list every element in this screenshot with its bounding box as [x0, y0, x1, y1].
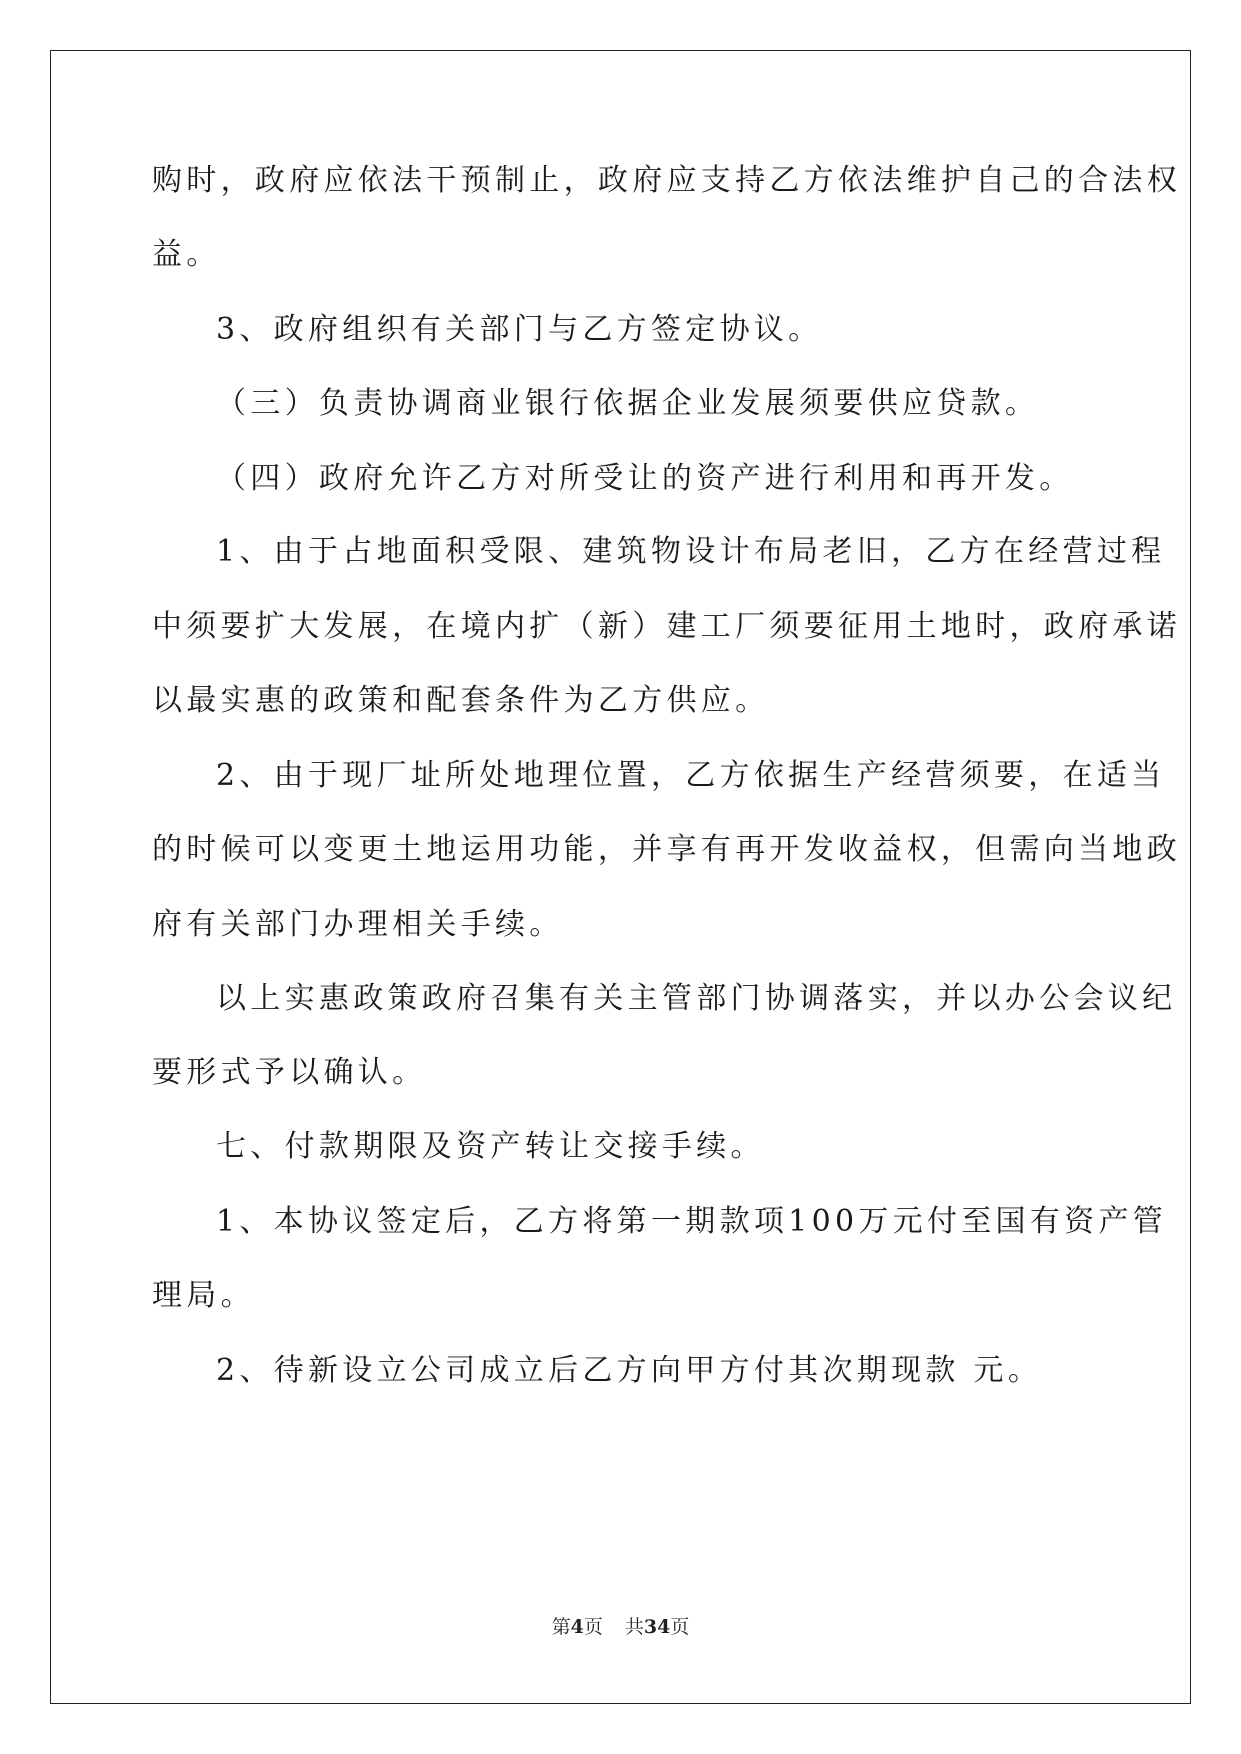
- page-prefix: 第: [551, 1616, 571, 1638]
- paragraph-line: 理局。: [152, 1278, 255, 1313]
- paragraph-line: （四）政府允许乙方对所受让的资产进行利用和再开发。: [216, 461, 1074, 496]
- page-frame: [50, 50, 1191, 1704]
- paragraph-line: 府有关部门办理相关手续。: [152, 907, 564, 942]
- total-pages: 34: [643, 1616, 671, 1638]
- paragraph-line: 七、付款期限及资产转让交接手续。: [216, 1129, 765, 1164]
- paragraph-line: 中须要扩大发展，在境内扩（新）建工厂须要征用土地时，政府承诺: [152, 609, 1181, 644]
- paragraph-line: 购时，政府应依法干预制止，政府应支持乙方依法维护自己的合法权: [152, 163, 1181, 198]
- paragraph-line: （三）负责协调商业银行依据企业发展须要供应贷款。: [216, 386, 1040, 421]
- page-suffix: 页: [583, 1616, 603, 1638]
- paragraph-line: 2、由于现厂址所处地理位置，乙方依据生产经营须要，在适当: [216, 758, 1166, 793]
- paragraph-line: 要形式予以确认。: [152, 1055, 427, 1090]
- paragraph-line: 以最实惠的政策和配套条件为乙方供应。: [152, 683, 770, 718]
- paragraph-line: 益。: [152, 237, 221, 272]
- total-suffix: 页: [670, 1616, 690, 1638]
- total-prefix: 共: [624, 1616, 644, 1638]
- paragraph-line: 1、本协议签定后，乙方将第一期款项100万元付至国有资产管: [216, 1204, 1168, 1239]
- paragraph-line: 以上实惠政策政府召集有关主管部门协调落实，并以办公会议纪: [216, 981, 1177, 1016]
- paragraph-line: 1、由于占地面积受限、建筑物设计布局老旧，乙方在经营过程: [216, 534, 1166, 569]
- paragraph-line: 3、政府组织有关部门与乙方签定协议。: [216, 312, 823, 347]
- paragraph-line: 的时候可以变更土地运用功能，并享有再开发收益权，但需向当地政: [152, 832, 1181, 867]
- paragraph-line: 2、待新设立公司成立后乙方向甲方付其次期现款 元。: [216, 1353, 1043, 1388]
- page-number: 4: [570, 1616, 584, 1638]
- page-footer: [0, 1612, 1241, 1639]
